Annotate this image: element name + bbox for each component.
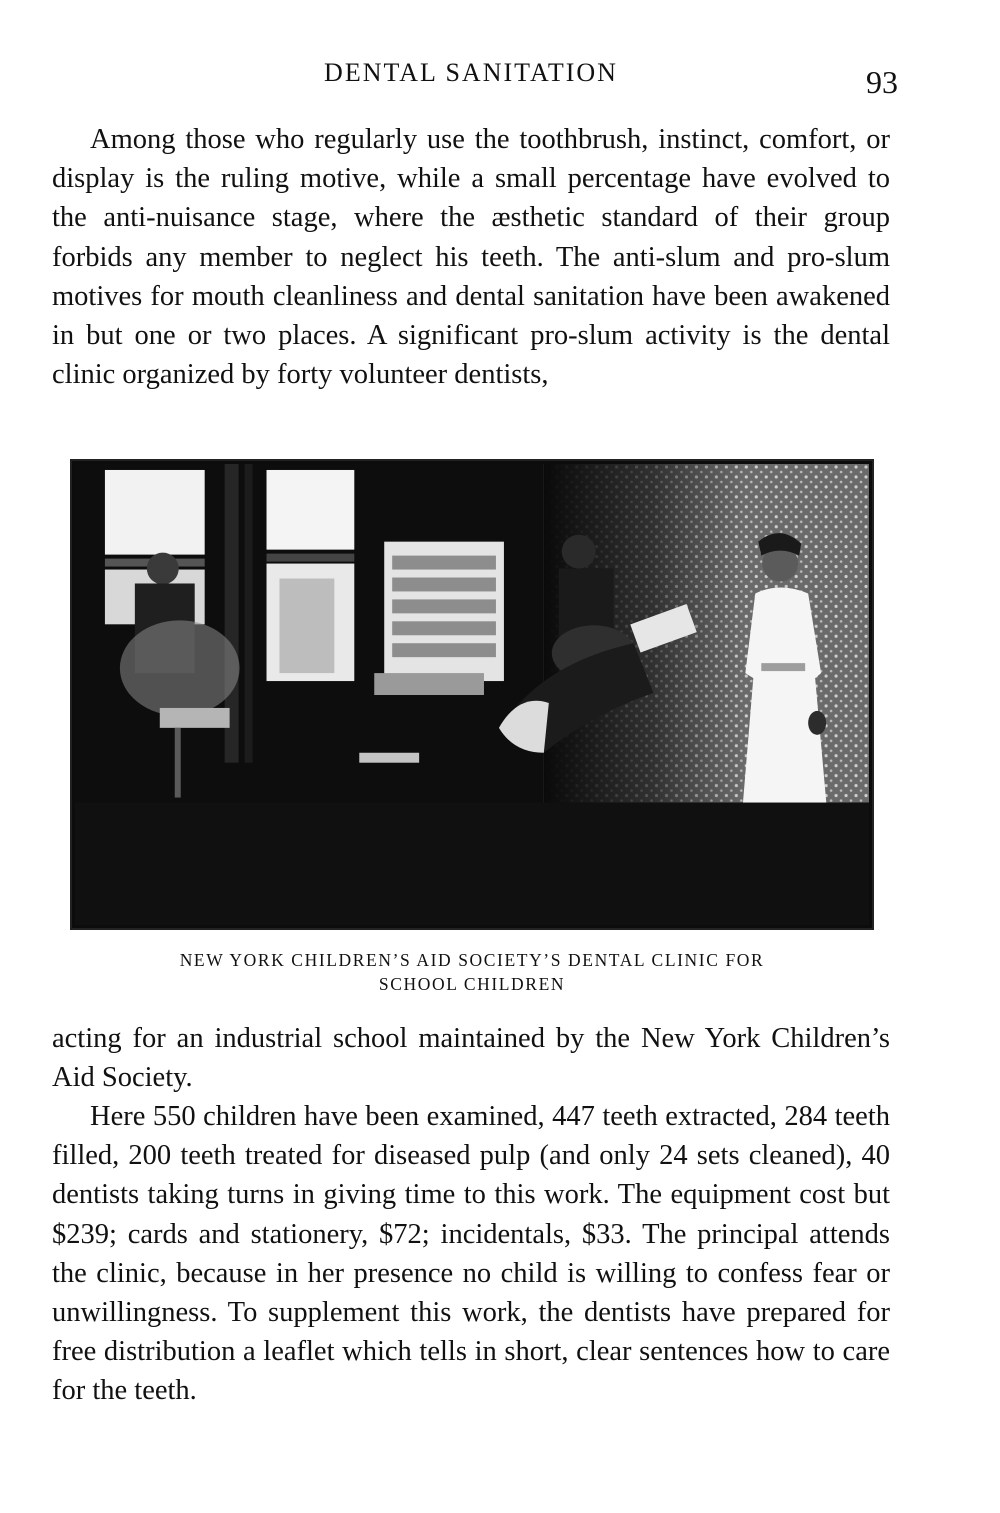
paragraph-3-text: Here 550 children have been examined, 447 teeth extracted, 284 teeth filled, 200 teeth treated for diseased pulp (and only 24 sets cleaned), 40 dentists taking turns in giving time to this work. The equipment cost but $239; cards and stationery, $72; incidentals, $33. The principal attends the clinic, because in her presence no child is willing to confess fear or unwillingness. To supplement this work, the dentists have prepared for free distribution a leaflet which tells in short, clear sentences how to care for the teeth. (52, 1101, 890, 1407)
photo-caption (70, 948, 874, 996)
caption-line-1: NEW YORK CHILDREN’S AID SOCIETY’S DENTAL CLINIC FOR (179, 950, 765, 970)
paragraph-2 (52, 1019, 890, 1097)
page-number: 93 (866, 64, 898, 100)
running-head (52, 58, 898, 100)
paragraph-1 (52, 120, 890, 394)
photograph-illustration (75, 464, 869, 925)
paragraph-2-text: acting for an industrial school maintained by the New York Children’s Aid Society. (52, 1023, 890, 1094)
caption-line-2: SCHOOL CHILDREN (378, 974, 566, 994)
running-title: DENTAL SANITATION (324, 58, 618, 87)
paragraph-1-text: Among those who regularly use the toothbrush, instinct, comfort, or display is the ruling motive, while a small percentage have evolved to the anti-nuisance stage, where the æsthetic standard of their group forbids any member to neglect his teeth. The anti-slum and pro-slum motives for mouth cleanliness and dental sanitation have been awakened in but one or two places. A significant pro-slum activity is the dental clinic organized by forty volunteer dentists, (52, 124, 890, 391)
paragraph-3 (52, 1097, 890, 1411)
dental-clinic-photograph (70, 459, 874, 930)
